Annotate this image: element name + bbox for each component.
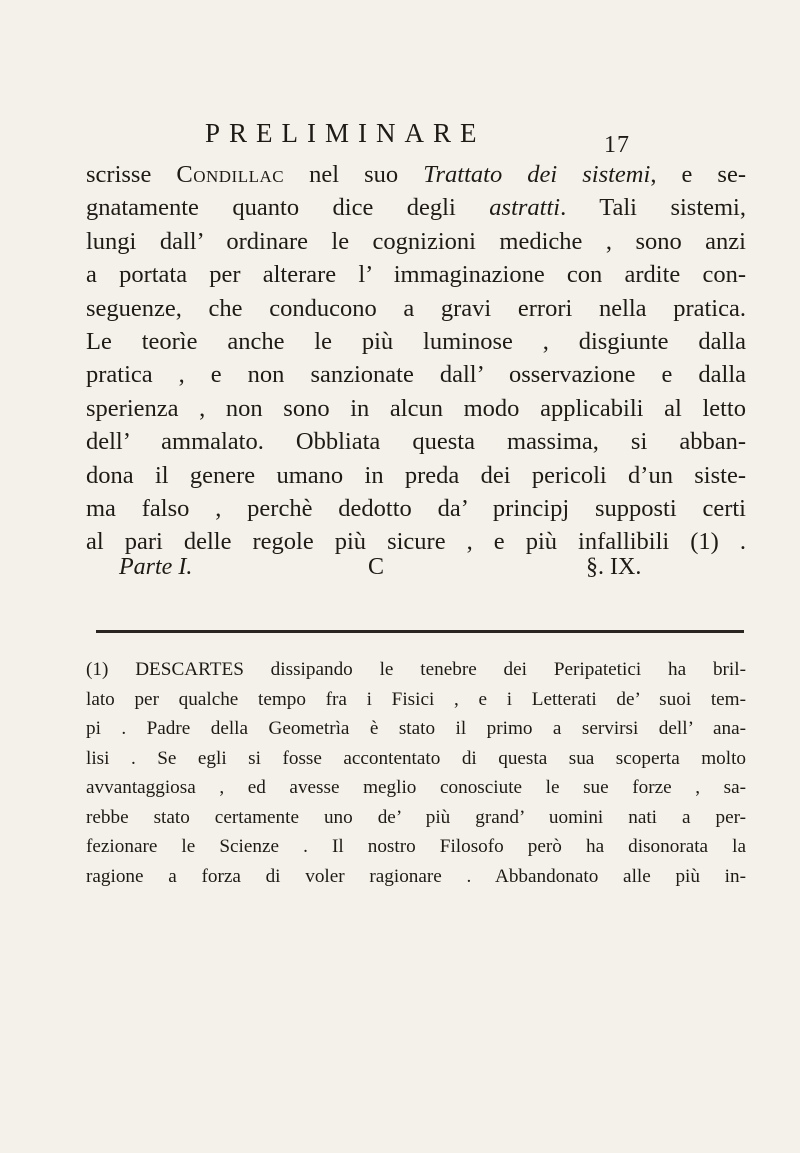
footnote-divider bbox=[96, 630, 744, 633]
signature-line bbox=[86, 554, 746, 588]
footnote-line: lato per qualche tempo fra i Fisici , e i Letterati de’ suoi tem- bbox=[86, 688, 746, 710]
text-line: Le teorìe anche le più luminose , disgiunte dalla bbox=[86, 328, 746, 356]
page-header bbox=[205, 118, 630, 158]
footnote-line: fezionare le Scienze . Il nostro Filosofo però ha disonorata la bbox=[86, 836, 746, 857]
text-line: al pari delle regole più sicure , e più infallibili (1) . bbox=[86, 528, 746, 556]
book-title: Trattato dei sistemi bbox=[423, 161, 651, 188]
text-line: ma falso , perchè dedotto da’ principj supposti certi bbox=[86, 495, 746, 523]
running-head: PRELIMINARE bbox=[205, 118, 486, 148]
text-line: seguenze, che conducono a gravi errori nella pratica. bbox=[86, 294, 746, 322]
text-line: dona il genere umano in preda dei pericoli d’un siste- bbox=[86, 461, 746, 489]
page-number: 17 bbox=[604, 132, 630, 158]
text-line: lungi dall’ ordinare le cognizioni mediche , sono anzi bbox=[86, 227, 746, 255]
main-text bbox=[86, 158, 746, 559]
text-line: gnatamente quanto dice degli astratti. Tali sistemi, bbox=[86, 194, 746, 222]
footnote-line: rebbe stato certamente uno de’ più grand’ uomini nati a per- bbox=[86, 806, 746, 828]
text-line: pratica , e non sanzionate dall’ osservazione e dalla bbox=[86, 361, 746, 389]
part-label: Parte I. bbox=[119, 554, 193, 580]
text-line: dell’ ammalato. Obbliata questa massima, si abban- bbox=[86, 428, 746, 456]
signature-mark: C bbox=[368, 554, 385, 580]
text-line: sperienza , non sono in alcun modo applicabili al letto bbox=[86, 394, 746, 422]
footnote-line: lisi . Se egli si fosse accontentato di questa sua scoperta molto bbox=[86, 747, 746, 769]
text-line: scrisse Condillac nel suo Trattato dei sistemi, e se- bbox=[86, 161, 746, 188]
footnote-line: pi . Padre della Geometrìa è stato il primo a servirsi dell’ ana- bbox=[86, 718, 746, 739]
section-label: §. IX. bbox=[586, 554, 642, 580]
footnote-line: ragione a forza di voler ragionare . Abbandonato alle più in- bbox=[86, 865, 746, 887]
emphasis: astratti bbox=[489, 194, 561, 222]
author-name: Condillac bbox=[176, 161, 285, 188]
text-line: a portata per alterare l’ immaginazione con ardite con- bbox=[86, 261, 746, 289]
footnote-line: (1) DESCARTES dissipando le tenebre dei Peripatetici ha bril- bbox=[86, 659, 746, 680]
footnote-line: avvantaggiosa , ed avesse meglio conosciute le sue forze , sa- bbox=[86, 777, 746, 798]
footnote bbox=[86, 655, 746, 891]
